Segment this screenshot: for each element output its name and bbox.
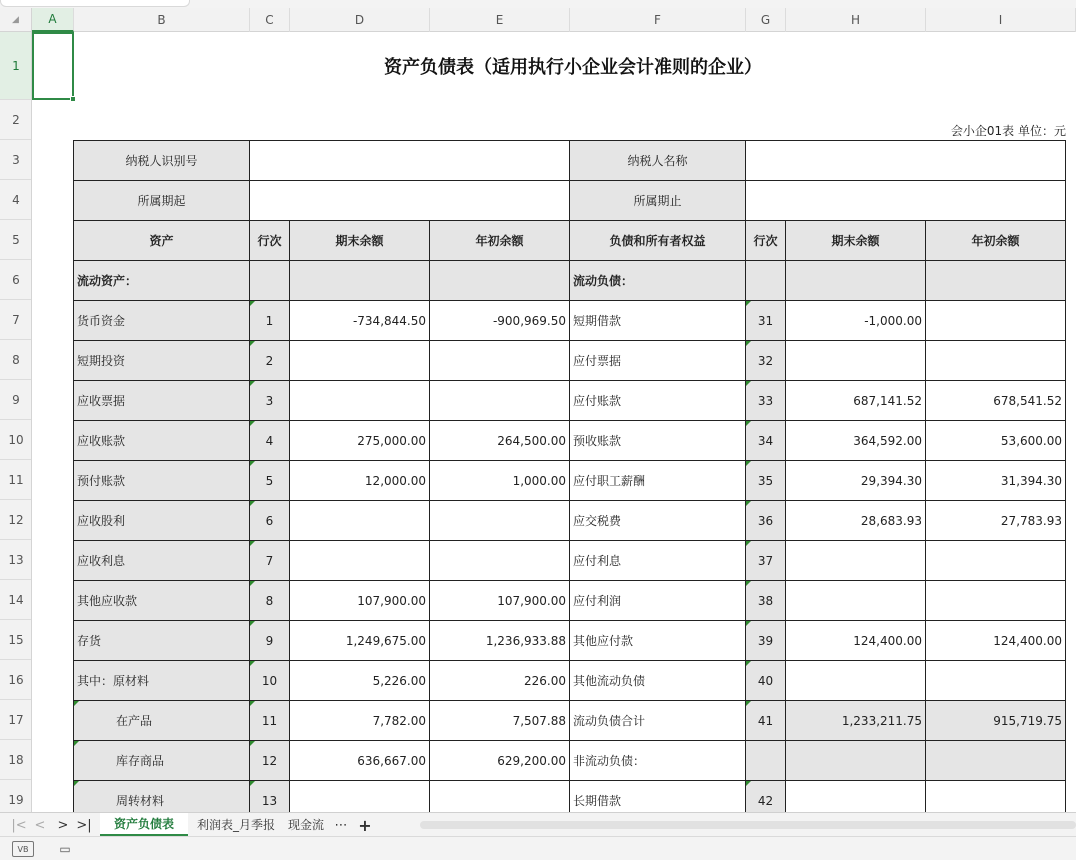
- asset-line-cell[interactable]: 13: [250, 781, 290, 813]
- liability-end-balance-cell[interactable]: [786, 661, 926, 701]
- table-row: [74, 781, 1066, 813]
- table-row: [74, 501, 1066, 541]
- liability-line-cell[interactable]: [746, 741, 786, 781]
- column-title-row: [74, 221, 1066, 261]
- row-header-3[interactable]: 3: [0, 140, 32, 180]
- liability-begin-balance-cell[interactable]: 678,541.52: [926, 381, 1066, 421]
- asset-line-cell[interactable]: 2: [250, 341, 290, 381]
- asset-begin-balance-cell[interactable]: [430, 341, 570, 381]
- asset-end-balance-cell[interactable]: 12,000.00: [290, 461, 430, 501]
- row-header-19[interactable]: 19: [0, 780, 32, 812]
- column-header-bar: [0, 8, 1076, 32]
- liability-item-cell[interactable]: 应付票据: [570, 341, 746, 381]
- asset-line-cell[interactable]: 3: [250, 381, 290, 421]
- sheet-tab-cashflow[interactable]: 现金流: [287, 818, 324, 832]
- liability-line-cell[interactable]: 42: [746, 781, 786, 813]
- row-header-14[interactable]: 14: [0, 580, 32, 620]
- period-end-value[interactable]: [746, 181, 1066, 221]
- liability-line-cell[interactable]: 34: [746, 421, 786, 461]
- table-row: [74, 741, 1066, 781]
- select-all-corner[interactable]: ◢: [0, 8, 32, 32]
- table-row: [74, 661, 1066, 701]
- liability-line-cell[interactable]: 40: [746, 661, 786, 701]
- liability-line-cell[interactable]: 41: [746, 701, 786, 741]
- row-header-1[interactable]: 1: [0, 32, 32, 100]
- table-row: [74, 381, 1066, 421]
- table-row: [74, 301, 1066, 341]
- asset-begin-balance-cell[interactable]: 226.00: [430, 661, 570, 701]
- asset-line-cell[interactable]: 6: [250, 501, 290, 541]
- asset-item-cell[interactable]: 应收账款: [74, 421, 250, 461]
- liability-begin-balance-cell[interactable]: [926, 341, 1066, 381]
- row-header-bar: [0, 32, 32, 812]
- asset-item-cell[interactable]: 货币资金: [74, 301, 250, 341]
- asset-begin-balance-cell[interactable]: 629,200.00: [430, 741, 570, 781]
- sheet-grid[interactable]: [32, 32, 1076, 812]
- asset-item-cell[interactable]: 周转材料: [74, 781, 250, 813]
- table-row: [74, 341, 1066, 381]
- section-empty-cell[interactable]: [290, 261, 430, 301]
- asset-begin-balance-cell[interactable]: 107,900.00: [430, 581, 570, 621]
- period-row: [74, 181, 1066, 221]
- row-header-12[interactable]: 12: [0, 500, 32, 540]
- sheet-tab-bar: [0, 812, 1076, 836]
- asset-item-cell[interactable]: 应收利息: [74, 541, 250, 581]
- liability-begin-balance-cell[interactable]: [926, 581, 1066, 621]
- section-empty-cell[interactable]: [786, 261, 926, 301]
- taxpayer-id-label[interactable]: 纳税人识别号: [74, 141, 250, 181]
- row-header-11[interactable]: 11: [0, 460, 32, 500]
- current-assets-section[interactable]: 流动资产：: [74, 261, 250, 301]
- asset-begin-balance-cell[interactable]: [430, 381, 570, 421]
- liability-item-cell[interactable]: 应付账款: [570, 381, 746, 421]
- form-code-unit[interactable]: 会小企01表 单位：元: [950, 124, 1066, 138]
- next-sheet-button[interactable]: >: [57, 817, 69, 833]
- asset-end-balance-cell[interactable]: 275,000.00: [290, 421, 430, 461]
- row-header-16[interactable]: 16: [0, 660, 32, 700]
- asset-item-cell[interactable]: 预付账款: [74, 461, 250, 501]
- liability-item-cell[interactable]: 应交税费: [570, 501, 746, 541]
- begin-balance-header-2[interactable]: 年初余额: [926, 221, 1066, 261]
- asset-line-cell[interactable]: 4: [250, 421, 290, 461]
- section-empty-cell[interactable]: [926, 261, 1066, 301]
- prev-sheet-button[interactable]: <: [34, 817, 46, 833]
- asset-line-cell[interactable]: 7: [250, 541, 290, 581]
- asset-begin-balance-cell[interactable]: 1,236,933.88: [430, 621, 570, 661]
- taxpayer-name-label[interactable]: 纳税人名称: [570, 141, 746, 181]
- asset-line-cell[interactable]: 9: [250, 621, 290, 661]
- asset-line-cell[interactable]: 12: [250, 741, 290, 781]
- liability-end-balance-cell[interactable]: [786, 541, 926, 581]
- liability-end-balance-cell[interactable]: 364,592.00: [786, 421, 926, 461]
- asset-header[interactable]: 资产: [74, 221, 250, 261]
- liability-begin-balance-cell[interactable]: [926, 541, 1066, 581]
- asset-begin-balance-cell[interactable]: [430, 541, 570, 581]
- section-row: [74, 261, 1066, 301]
- row-header-7[interactable]: 7: [0, 300, 32, 340]
- row-header-9[interactable]: 9: [0, 380, 32, 420]
- asset-item-cell[interactable]: 应收股利: [74, 501, 250, 541]
- asset-end-balance-cell[interactable]: 5,226.00: [290, 661, 430, 701]
- begin-balance-header[interactable]: 年初余额: [430, 221, 570, 261]
- asset-item-cell[interactable]: 其中：原材料: [74, 661, 250, 701]
- liability-begin-balance-cell[interactable]: [926, 781, 1066, 813]
- liability-begin-balance-cell[interactable]: 31,394.30: [926, 461, 1066, 501]
- first-sheet-button[interactable]: |<: [11, 817, 27, 833]
- asset-item-cell[interactable]: 在产品: [74, 701, 250, 741]
- row-header-10[interactable]: 10: [0, 420, 32, 460]
- asset-end-balance-cell[interactable]: [290, 781, 430, 813]
- row-header-13[interactable]: 13: [0, 540, 32, 580]
- asset-end-balance-cell[interactable]: [290, 341, 430, 381]
- add-sheet-button[interactable]: +: [358, 815, 372, 835]
- line-header-2[interactable]: 行次: [746, 221, 786, 261]
- asset-line-cell[interactable]: 1: [250, 301, 290, 341]
- section-empty-cell[interactable]: [430, 261, 570, 301]
- workbook-tab-edge: [0, 0, 190, 7]
- more-sheets-button[interactable]: ⋯: [334, 817, 348, 833]
- liability-begin-balance-cell[interactable]: 915,719.75: [926, 701, 1066, 741]
- table-row: [74, 581, 1066, 621]
- column-header-d[interactable]: D: [290, 8, 430, 32]
- liability-begin-balance-cell[interactable]: 27,783.93: [926, 501, 1066, 541]
- row-header-17[interactable]: 17: [0, 700, 32, 740]
- sheet-title[interactable]: 资产负债表（适用执行小企业会计准则的企业）: [384, 57, 762, 78]
- table-row: [74, 701, 1066, 741]
- asset-item-cell[interactable]: 存货: [74, 621, 250, 661]
- last-sheet-button[interactable]: >|: [76, 817, 92, 833]
- taxpayer-id-value[interactable]: [250, 141, 570, 181]
- liability-item-cell[interactable]: 应付利息: [570, 541, 746, 581]
- asset-line-cell[interactable]: 8: [250, 581, 290, 621]
- asset-begin-balance-cell[interactable]: 7,507.88: [430, 701, 570, 741]
- sheet-tab-income[interactable]: 利润表_月季报: [196, 818, 275, 832]
- liability-line-cell[interactable]: 35: [746, 461, 786, 501]
- asset-item-cell[interactable]: 应收票据: [74, 381, 250, 421]
- balance-sheet-table: [73, 140, 1066, 812]
- liability-line-cell[interactable]: 39: [746, 621, 786, 661]
- liability-line-cell[interactable]: 31: [746, 301, 786, 341]
- asset-line-cell[interactable]: 5: [250, 461, 290, 501]
- liability-end-balance-cell[interactable]: 124,400.00: [786, 621, 926, 661]
- row-header-5[interactable]: 5: [0, 220, 32, 260]
- macro-icon[interactable]: VB: [12, 841, 34, 857]
- asset-item-cell[interactable]: 短期投资: [74, 341, 250, 381]
- asset-end-balance-cell[interactable]: -734,844.50: [290, 301, 430, 341]
- asset-end-balance-cell[interactable]: 107,900.00: [290, 581, 430, 621]
- asset-end-balance-cell[interactable]: 7,782.00: [290, 701, 430, 741]
- column-header-a[interactable]: A: [32, 8, 74, 32]
- section-empty-cell[interactable]: [746, 261, 786, 301]
- table-row: [74, 541, 1066, 581]
- asset-begin-balance-cell[interactable]: 1,000.00: [430, 461, 570, 501]
- liability-item-cell[interactable]: 其他流动负债: [570, 661, 746, 701]
- column-header-g[interactable]: G: [746, 8, 786, 32]
- period-end-label[interactable]: 所属期止: [570, 181, 746, 221]
- row-header-6[interactable]: 6: [0, 260, 32, 300]
- liability-line-cell[interactable]: 38: [746, 581, 786, 621]
- liability-item-cell[interactable]: 应付职工薪酬: [570, 461, 746, 501]
- row-header-2[interactable]: 2: [0, 100, 32, 140]
- liability-item-cell[interactable]: 预收账款: [570, 421, 746, 461]
- table-row: [74, 421, 1066, 461]
- asset-end-balance-cell[interactable]: 636,667.00: [290, 741, 430, 781]
- row-header-8[interactable]: 8: [0, 340, 32, 380]
- table-row: [74, 621, 1066, 661]
- section-empty-cell[interactable]: [250, 261, 290, 301]
- cell-selection-a1[interactable]: [32, 32, 74, 100]
- liability-end-balance-cell[interactable]: -1,000.00: [786, 301, 926, 341]
- status-bar: [0, 836, 1076, 860]
- liability-line-cell[interactable]: 36: [746, 501, 786, 541]
- row-header-18[interactable]: 18: [0, 740, 32, 780]
- liability-begin-balance-cell[interactable]: [926, 661, 1066, 701]
- liability-end-balance-cell[interactable]: 687,141.52: [786, 381, 926, 421]
- horizontal-scrollbar[interactable]: [420, 821, 1076, 829]
- asset-end-balance-cell[interactable]: 1,249,675.00: [290, 621, 430, 661]
- liability-item-cell[interactable]: 短期借款: [570, 301, 746, 341]
- table-row: [74, 461, 1066, 501]
- liability-item-cell[interactable]: 应付利润: [570, 581, 746, 621]
- asset-line-cell[interactable]: 10: [250, 661, 290, 701]
- column-header-b[interactable]: B: [74, 8, 250, 32]
- column-header-h[interactable]: H: [786, 8, 926, 32]
- liability-end-balance-cell[interactable]: [786, 741, 926, 781]
- asset-end-balance-cell[interactable]: [290, 381, 430, 421]
- period-start-label[interactable]: 所属期起: [74, 181, 250, 221]
- current-liabilities-section[interactable]: 流动负债：: [570, 261, 746, 301]
- sheet-tab-balance[interactable]: 资产负债表: [100, 813, 188, 836]
- liability-item-cell[interactable]: 其他应付款: [570, 621, 746, 661]
- liability-item-cell[interactable]: 长期借款: [570, 781, 746, 813]
- liability-end-balance-cell[interactable]: 1,233,211.75: [786, 701, 926, 741]
- liability-end-balance-cell[interactable]: 28,683.93: [786, 501, 926, 541]
- liability-end-balance-cell[interactable]: [786, 581, 926, 621]
- asset-item-cell[interactable]: 其他应收款: [74, 581, 250, 621]
- window-top-strip: [0, 0, 1076, 8]
- liability-line-cell[interactable]: 32: [746, 341, 786, 381]
- liability-end-balance-cell[interactable]: [786, 781, 926, 813]
- asset-begin-balance-cell[interactable]: [430, 501, 570, 541]
- liability-equity-header[interactable]: 负债和所有者权益: [570, 221, 746, 261]
- liability-begin-balance-cell[interactable]: [926, 741, 1066, 781]
- asset-line-cell[interactable]: 11: [250, 701, 290, 741]
- column-header-e[interactable]: E: [430, 8, 570, 32]
- column-header-c[interactable]: C: [250, 8, 290, 32]
- taxpayer-name-value[interactable]: [746, 141, 1066, 181]
- asset-begin-balance-cell[interactable]: 264,500.00: [430, 421, 570, 461]
- column-header-i[interactable]: I: [926, 8, 1076, 32]
- end-balance-header-2[interactable]: 期末余额: [786, 221, 926, 261]
- liability-begin-balance-cell[interactable]: 124,400.00: [926, 621, 1066, 661]
- asset-begin-balance-cell[interactable]: -900,969.50: [430, 301, 570, 341]
- row-header-15[interactable]: 15: [0, 620, 32, 660]
- liability-line-cell[interactable]: 33: [746, 381, 786, 421]
- layout-icon[interactable]: ▭: [59, 842, 71, 856]
- end-balance-header[interactable]: 期末余额: [290, 221, 430, 261]
- liability-begin-balance-cell[interactable]: 53,600.00: [926, 421, 1066, 461]
- row-header-4[interactable]: 4: [0, 180, 32, 220]
- period-start-value[interactable]: [250, 181, 570, 221]
- asset-end-balance-cell[interactable]: [290, 541, 430, 581]
- column-header-f[interactable]: F: [570, 8, 746, 32]
- line-header[interactable]: 行次: [250, 221, 290, 261]
- asset-end-balance-cell[interactable]: [290, 501, 430, 541]
- asset-begin-balance-cell[interactable]: [430, 781, 570, 813]
- asset-item-cell[interactable]: 库存商品: [74, 741, 250, 781]
- taxpayer-info-row: [74, 141, 1066, 181]
- liability-item-cell[interactable]: 流动负债合计: [570, 701, 746, 741]
- liability-end-balance-cell[interactable]: 29,394.30: [786, 461, 926, 501]
- liability-begin-balance-cell[interactable]: [926, 301, 1066, 341]
- liability-line-cell[interactable]: 37: [746, 541, 786, 581]
- liability-end-balance-cell[interactable]: [786, 341, 926, 381]
- liability-item-cell[interactable]: 非流动负债：: [570, 741, 746, 781]
